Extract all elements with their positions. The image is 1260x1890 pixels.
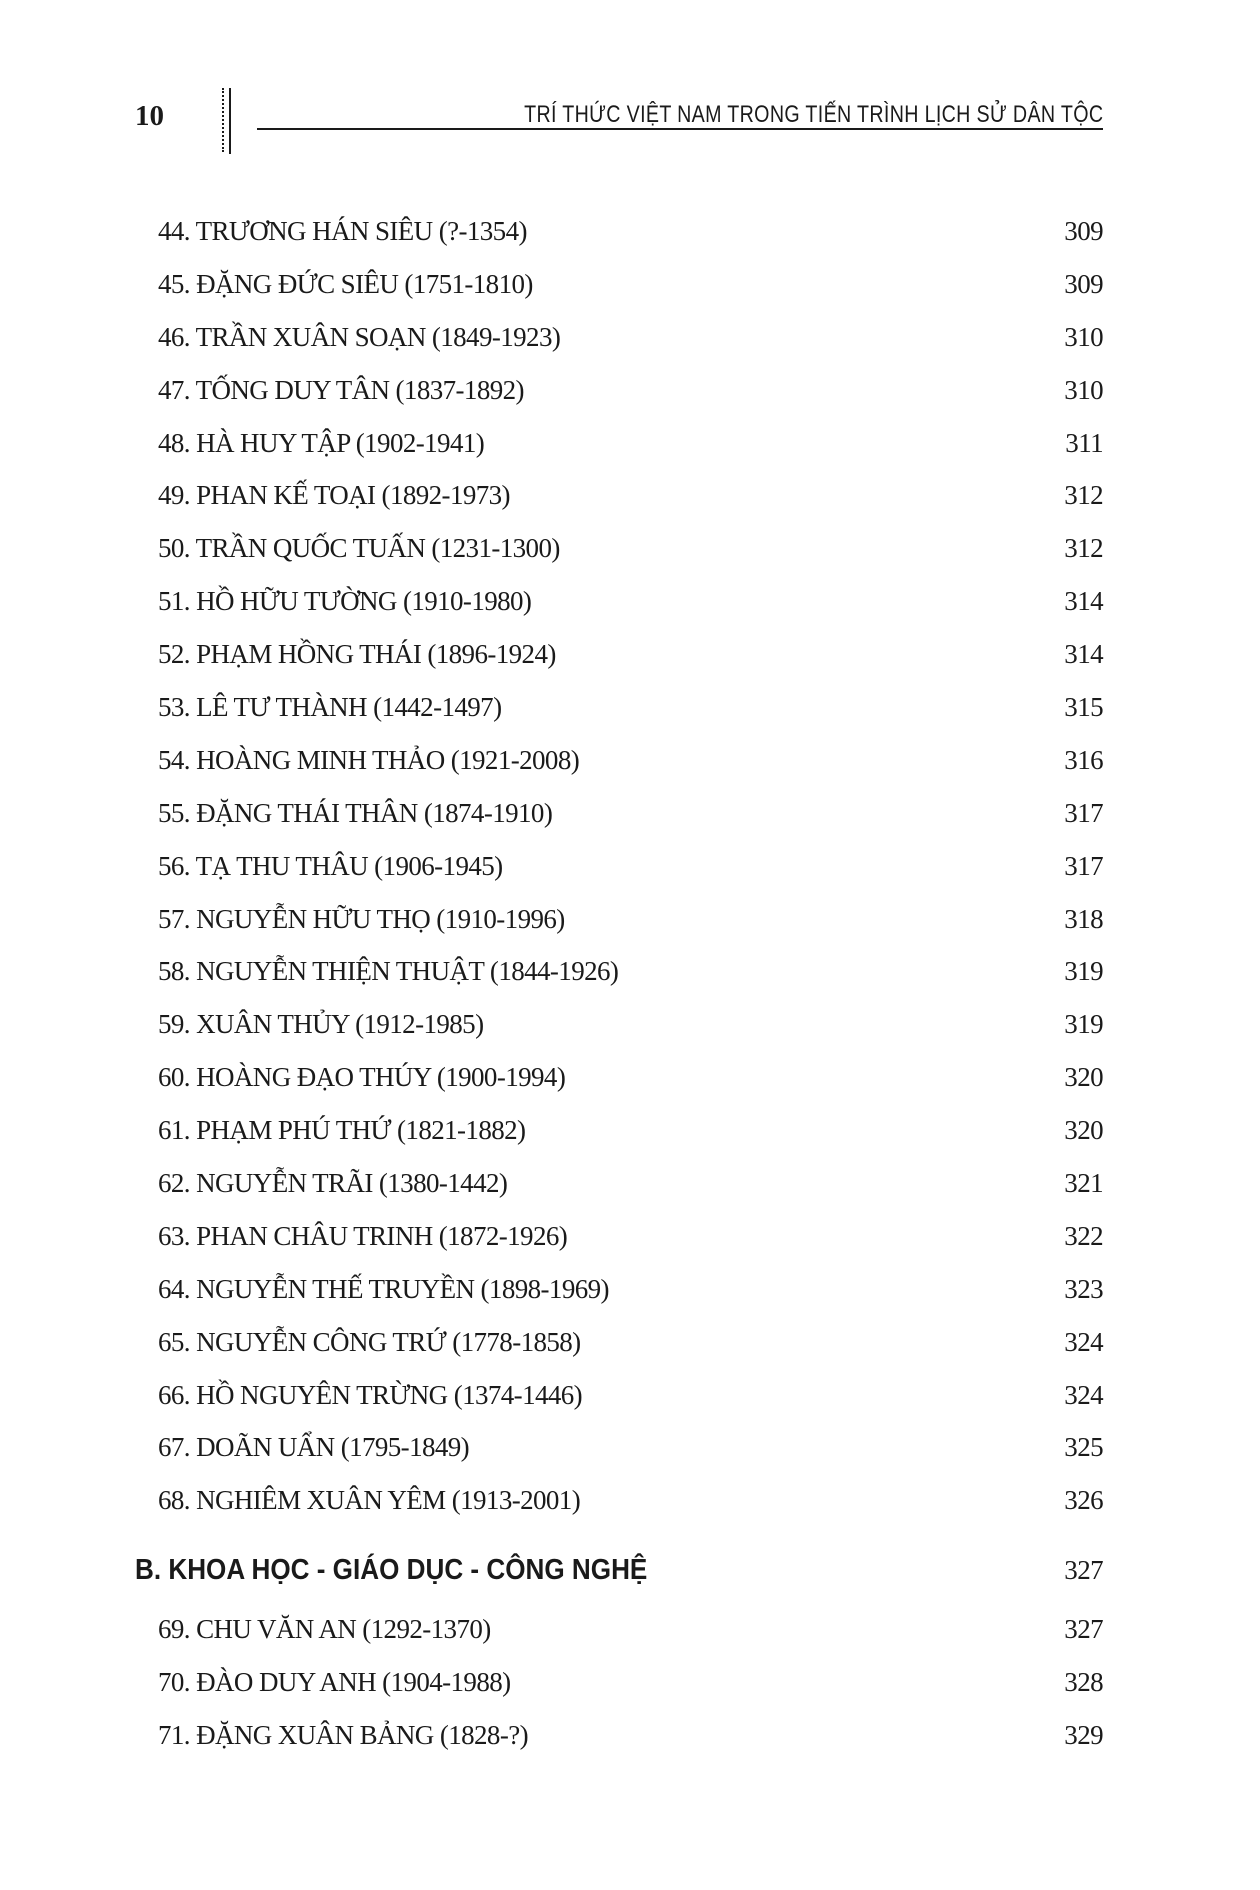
toc-entry-page: 327 bbox=[1064, 1614, 1103, 1645]
toc-entry bbox=[158, 258, 1103, 311]
toc-entry bbox=[158, 1474, 1103, 1527]
page-number: 10 bbox=[135, 100, 164, 132]
toc-entry bbox=[158, 1603, 1103, 1656]
toc-entry bbox=[158, 840, 1103, 893]
toc-entry-page: 309 bbox=[1064, 216, 1103, 246]
toc-entry-page: 314 bbox=[1064, 639, 1103, 670]
toc-entry-page: 320 bbox=[1064, 1062, 1103, 1093]
toc-entry-page: 312 bbox=[1064, 480, 1103, 511]
toc-entry-page: 317 bbox=[1064, 850, 1103, 881]
toc-entry-page: 321 bbox=[1064, 1168, 1103, 1199]
toc-entry-page: 329 bbox=[1064, 1720, 1103, 1751]
toc-entry-label: 44. TRƯƠNG HÁN SIÊU (?-1354) bbox=[158, 216, 527, 246]
toc-entry-page: 328 bbox=[1064, 1667, 1103, 1698]
toc-entry-label: 49. PHAN KẾ TOẠI (1892-1973) bbox=[158, 480, 510, 511]
toc-entry-page: 324 bbox=[1064, 1326, 1103, 1357]
toc-entry-label: 59. XUÂN THỦY (1912-1985) bbox=[158, 1009, 484, 1040]
toc-entry bbox=[158, 364, 1103, 417]
toc-entry bbox=[158, 1051, 1103, 1104]
toc-entry bbox=[158, 1210, 1103, 1263]
toc-entry-page: 310 bbox=[1064, 374, 1103, 405]
section-heading-page: 327 bbox=[1064, 1555, 1103, 1586]
toc-entry-page: 311 bbox=[1065, 427, 1103, 458]
section-heading-b bbox=[135, 1541, 1103, 1599]
toc-entry-label: 56. TẠ THU THÂU (1906-1945) bbox=[158, 850, 503, 881]
running-title: TRÍ THỨC VIỆT NAM TRONG TIẾN TRÌNH LỊCH SỬ DÂN TỘC bbox=[523, 101, 1103, 128]
toc-part-1 bbox=[158, 205, 1103, 1527]
toc-entry-page: 320 bbox=[1064, 1115, 1103, 1146]
toc-entry-label: 71. ĐẶNG XUÂN BẢNG (1828-?) bbox=[158, 1720, 529, 1751]
toc-entry bbox=[158, 1369, 1103, 1422]
toc-entry-page: 318 bbox=[1064, 903, 1103, 934]
toc-entry-label: 67. DOÃN UẨN (1795-1849) bbox=[158, 1432, 470, 1463]
toc-entry bbox=[158, 469, 1103, 522]
toc-part-2 bbox=[158, 1603, 1103, 1762]
toc-entry bbox=[158, 893, 1103, 946]
toc-entry bbox=[158, 681, 1103, 734]
toc-entry-page: 314 bbox=[1064, 586, 1103, 617]
toc-entry-page: 312 bbox=[1064, 533, 1103, 564]
toc-entry-label: 54. HOÀNG MINH THẢO (1921-2008) bbox=[158, 744, 580, 775]
toc-entry-page: 326 bbox=[1064, 1485, 1103, 1516]
toc-entry-label: 55. ĐẶNG THÁI THÂN (1874-1910) bbox=[158, 797, 553, 828]
toc-entry bbox=[158, 417, 1103, 470]
toc-entry bbox=[158, 1104, 1103, 1157]
toc-entry-page: 319 bbox=[1064, 1009, 1103, 1040]
toc-entry-label: 61. PHẠM PHÚ THỨ (1821-1882) bbox=[158, 1115, 526, 1146]
section-heading-label: B. KHOA HỌC - GIÁO DỤC - CÔNG NGHỆ bbox=[135, 1554, 648, 1587]
toc-entry-page: 319 bbox=[1064, 956, 1103, 987]
toc-entry-label: 63. PHAN CHÂU TRINH (1872-1926) bbox=[158, 1220, 568, 1251]
toc-entry-label: 58. NGUYỄN THIỆN THUẬT (1844-1926) bbox=[158, 956, 619, 987]
toc-entry-label: 45. ĐẶNG ĐỨC SIÊU (1751-1810) bbox=[158, 268, 533, 299]
header-divider-dotted bbox=[222, 88, 224, 152]
toc-entry bbox=[158, 1709, 1103, 1762]
toc-entry-page: 322 bbox=[1064, 1220, 1103, 1251]
toc-entry-label: 50. TRẦN QUỐC TUẤN (1231-1300) bbox=[158, 533, 560, 564]
toc-entry-page: 315 bbox=[1064, 692, 1103, 723]
toc-entry bbox=[158, 1656, 1103, 1709]
toc-entry-label: 51. HỒ HỮU TƯỜNG (1910-1980) bbox=[158, 586, 532, 617]
toc-entry-label: 69. CHU VĂN AN (1292-1370) bbox=[158, 1614, 491, 1645]
toc-entry-page: 310 bbox=[1064, 321, 1103, 352]
toc-entry-page: 309 bbox=[1064, 268, 1103, 299]
toc-entry-label: 62. NGUYỄN TRÃI (1380-1442) bbox=[158, 1168, 508, 1199]
toc-entry-label: 70. ĐÀO DUY ANH (1904-1988) bbox=[158, 1667, 511, 1698]
toc-entry-label: 65. NGUYỄN CÔNG TRỨ (1778-1858) bbox=[158, 1326, 581, 1357]
toc-entry-label: 46. TRẦN XUÂN SOẠN (1849-1923) bbox=[158, 321, 561, 352]
header-rule bbox=[257, 128, 1103, 130]
toc-entry-label: 57. NGUYỄN HỮU THỌ (1910-1996) bbox=[158, 903, 565, 934]
toc-entry bbox=[158, 1316, 1103, 1369]
table-of-contents bbox=[135, 205, 1103, 1762]
toc-entry bbox=[158, 734, 1103, 787]
toc-entry bbox=[158, 575, 1103, 628]
toc-entry-label: 47. TỐNG DUY TÂN (1837-1892) bbox=[158, 374, 524, 405]
toc-entry-page: 323 bbox=[1064, 1273, 1103, 1304]
toc-entry bbox=[158, 205, 1103, 258]
toc-entry-label: 48. HÀ HUY TẬP (1902-1941) bbox=[158, 427, 485, 458]
toc-entry-label: 60. HOÀNG ĐẠO THÚY (1900-1994) bbox=[158, 1062, 566, 1093]
toc-entry-page: 316 bbox=[1064, 744, 1103, 775]
toc-entry bbox=[158, 1157, 1103, 1210]
toc-entry bbox=[158, 998, 1103, 1051]
toc-entry-page: 317 bbox=[1064, 797, 1103, 828]
toc-entry bbox=[158, 787, 1103, 840]
toc-entry-label: 68. NGHIÊM XUÂN YÊM (1913-2001) bbox=[158, 1485, 581, 1516]
toc-entry bbox=[158, 311, 1103, 364]
toc-entry-page: 325 bbox=[1064, 1432, 1103, 1463]
toc-entry-label: 66. HỒ NGUYÊN TRỪNG (1374-1446) bbox=[158, 1379, 583, 1410]
toc-entry bbox=[158, 628, 1103, 681]
toc-entry-label: 52. PHẠM HỒNG THÁI (1896-1924) bbox=[158, 639, 556, 670]
toc-entry-label: 53. LÊ TƯ THÀNH (1442-1497) bbox=[158, 692, 502, 723]
toc-entry-page: 324 bbox=[1064, 1379, 1103, 1410]
toc-entry-label: 64. NGUYỄN THẾ TRUYỀN (1898-1969) bbox=[158, 1273, 609, 1304]
toc-entry bbox=[158, 522, 1103, 575]
toc-entry bbox=[158, 1263, 1103, 1316]
header-divider bbox=[229, 88, 231, 154]
toc-entry bbox=[158, 1421, 1103, 1474]
toc-entry bbox=[158, 945, 1103, 998]
